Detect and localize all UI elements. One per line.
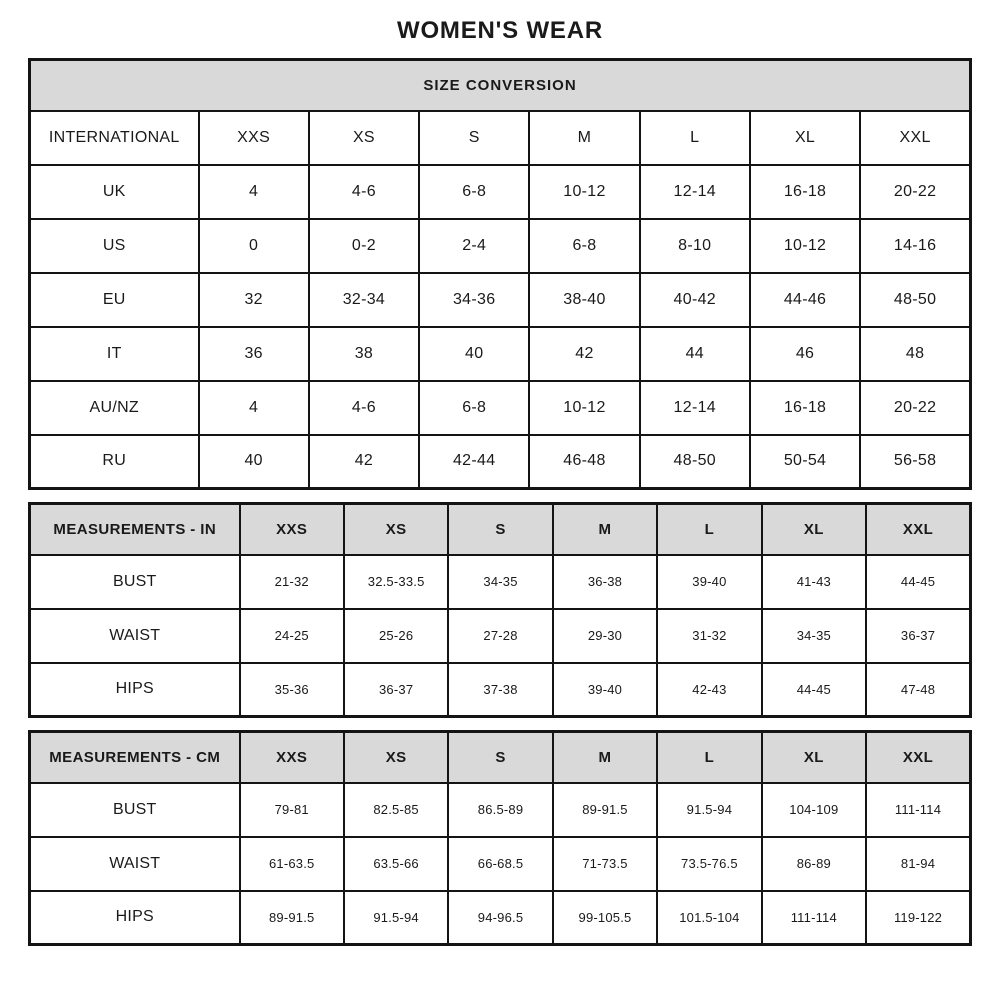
measurements-in-row-cell: 34-35 — [448, 555, 552, 609]
size-conversion-row-cell: 14-16 — [860, 219, 970, 273]
measurements-cm-row-cell: 91.5-94 — [657, 783, 761, 837]
measurements-cm-header-row-cell: XS — [344, 732, 448, 783]
size-conversion-header-row-cell: XL — [750, 111, 860, 165]
measurements-cm-row-label: HIPS — [30, 891, 240, 945]
size-conversion-title: SIZE CONVERSION — [30, 60, 971, 111]
measurements-in-header-row-cell: XXS — [240, 504, 344, 555]
size-conversion-header-row-cell: M — [529, 111, 639, 165]
size-conversion-row — [30, 435, 971, 489]
measurements-cm-row-label: BUST — [30, 783, 240, 837]
size-conversion-row-cell: 48-50 — [860, 273, 970, 327]
measurements-cm-row-cell: 79-81 — [240, 783, 344, 837]
size-conversion-row-cell: 16-18 — [750, 381, 860, 435]
size-conversion-row-cell: 4 — [199, 381, 309, 435]
measurements-cm-row-cell: 101.5-104 — [657, 891, 761, 945]
measurements-cm-header-row-cell: L — [657, 732, 761, 783]
measurements-in-row-cell: 35-36 — [240, 663, 344, 717]
measurements-in-row — [30, 663, 971, 717]
size-conversion-row-cell: 32-34 — [309, 273, 419, 327]
size-conversion-row — [30, 273, 971, 327]
size-conversion-header-row-cell: XS — [309, 111, 419, 165]
size-conversion-row-cell: 0 — [199, 219, 309, 273]
size-conversion-row-cell: 42-44 — [419, 435, 529, 489]
size-conversion-header-row — [30, 111, 971, 165]
measurements-in-header-row-cell: XXL — [866, 504, 970, 555]
size-conversion-body — [30, 60, 971, 489]
measurements-in-row-cell: 25-26 — [344, 609, 448, 663]
measurements-in-row-cell: 37-38 — [448, 663, 552, 717]
size-conversion-row — [30, 219, 971, 273]
measurements-in-row-cell: 47-48 — [866, 663, 970, 717]
measurements-cm-row-cell: 111-114 — [762, 891, 866, 945]
measurements-cm-header-row-label: MEASUREMENTS - CM — [30, 732, 240, 783]
size-conversion-row-cell: 36 — [199, 327, 309, 381]
measurements-cm-row-cell: 86.5-89 — [448, 783, 552, 837]
measurements-cm-row-cell: 94-96.5 — [448, 891, 552, 945]
size-conversion-row-cell: 6-8 — [529, 219, 639, 273]
size-conversion-table — [28, 58, 972, 490]
size-conversion-row-label: UK — [30, 165, 199, 219]
measurements-in-row-cell: 44-45 — [762, 663, 866, 717]
size-conversion-row-cell: 6-8 — [419, 381, 529, 435]
measurements-in-header-row-cell: M — [553, 504, 657, 555]
measurements-in-header-row-cell: L — [657, 504, 761, 555]
measurements-cm-row-cell: 73.5-76.5 — [657, 837, 761, 891]
measurements-cm-row-cell: 99-105.5 — [553, 891, 657, 945]
size-conversion-row-cell: 56-58 — [860, 435, 970, 489]
measurements-cm-table — [28, 730, 972, 946]
measurements-in-row-cell: 36-38 — [553, 555, 657, 609]
size-conversion-row-cell: 48 — [860, 327, 970, 381]
size-conversion-row-cell: 44-46 — [750, 273, 860, 327]
measurements-in-row-label: BUST — [30, 555, 240, 609]
measurements-cm-row-cell: 89-91.5 — [240, 891, 344, 945]
size-conversion-row-cell: 50-54 — [750, 435, 860, 489]
size-conversion-row-cell: 40-42 — [640, 273, 750, 327]
measurements-in-row-cell: 36-37 — [344, 663, 448, 717]
measurements-cm-header-row-cell: XXS — [240, 732, 344, 783]
measurements-cm-row-cell: 81-94 — [866, 837, 970, 891]
size-conversion-row-cell: 38 — [309, 327, 419, 381]
measurements-cm-header-row-cell: M — [553, 732, 657, 783]
measurements-cm-row-cell: 63.5-66 — [344, 837, 448, 891]
measurements-cm-row-cell: 104-109 — [762, 783, 866, 837]
size-conversion-row — [30, 381, 971, 435]
measurements-in-header-row-cell: XS — [344, 504, 448, 555]
size-conversion-row-cell: 16-18 — [750, 165, 860, 219]
measurements-in-table — [28, 502, 972, 718]
size-conversion-row-cell: 10-12 — [529, 381, 639, 435]
measurements-in-header-row-label: MEASUREMENTS - IN — [30, 504, 240, 555]
size-conversion-row-label: US — [30, 219, 199, 273]
size-conversion-row-cell: 0-2 — [309, 219, 419, 273]
size-conversion-row-label: AU/NZ — [30, 381, 199, 435]
measurements-cm-row-cell: 119-122 — [866, 891, 970, 945]
size-conversion-row — [30, 165, 971, 219]
measurements-cm-row-cell: 89-91.5 — [553, 783, 657, 837]
measurements-in-row-cell: 31-32 — [657, 609, 761, 663]
size-conversion-row-cell: 20-22 — [860, 381, 970, 435]
measurements-in-row-cell: 41-43 — [762, 555, 866, 609]
measurements-cm-row-cell: 71-73.5 — [553, 837, 657, 891]
size-conversion-header-row-label: INTERNATIONAL — [30, 111, 199, 165]
size-conversion-row-cell: 42 — [309, 435, 419, 489]
size-conversion-row-label: EU — [30, 273, 199, 327]
measurements-in-row-cell: 36-37 — [866, 609, 970, 663]
size-conversion-row — [30, 327, 971, 381]
measurements-in-row-cell: 44-45 — [866, 555, 970, 609]
measurements-cm-header-row — [30, 732, 971, 783]
size-conversion-header-row-cell: L — [640, 111, 750, 165]
size-conversion-row-cell: 12-14 — [640, 165, 750, 219]
size-conversion-header-row-cell: S — [419, 111, 529, 165]
measurements-cm-row-cell: 86-89 — [762, 837, 866, 891]
size-conversion-row-cell: 44 — [640, 327, 750, 381]
measurements-in-row-cell: 39-40 — [553, 663, 657, 717]
measurements-in-header-row-cell: S — [448, 504, 552, 555]
measurements-in-row-cell: 27-28 — [448, 609, 552, 663]
size-conversion-row-cell: 20-22 — [860, 165, 970, 219]
measurements-in-row-cell: 29-30 — [553, 609, 657, 663]
size-conversion-row-label: RU — [30, 435, 199, 489]
measurements-cm-row-cell: 91.5-94 — [344, 891, 448, 945]
size-conversion-row-cell: 10-12 — [750, 219, 860, 273]
size-conversion-row-cell: 4-6 — [309, 381, 419, 435]
size-conversion-row-cell: 10-12 — [529, 165, 639, 219]
size-conversion-row-cell: 46-48 — [529, 435, 639, 489]
measurements-cm-row — [30, 783, 971, 837]
measurements-in-row-cell: 21-32 — [240, 555, 344, 609]
size-conversion-row-cell: 34-36 — [419, 273, 529, 327]
measurements-in-row-cell: 34-35 — [762, 609, 866, 663]
size-conversion-caption-row — [30, 60, 971, 111]
measurements-cm-header-row-cell: XL — [762, 732, 866, 783]
measurements-cm-row-cell: 61-63.5 — [240, 837, 344, 891]
measurements-in-header-row — [30, 504, 971, 555]
size-conversion-row-cell: 4 — [199, 165, 309, 219]
size-conversion-row-cell: 6-8 — [419, 165, 529, 219]
measurements-in-row-cell: 42-43 — [657, 663, 761, 717]
size-conversion-row-cell: 2-4 — [419, 219, 529, 273]
measurements-in-row-label: WAIST — [30, 609, 240, 663]
measurements-cm-row — [30, 837, 971, 891]
size-conversion-row-cell: 4-6 — [309, 165, 419, 219]
measurements-in-body — [30, 504, 971, 717]
measurements-in-row-label: HIPS — [30, 663, 240, 717]
size-conversion-row-cell: 40 — [199, 435, 309, 489]
size-conversion-row-cell: 46 — [750, 327, 860, 381]
size-conversion-header-row-cell: XXS — [199, 111, 309, 165]
measurements-cm-row-cell: 111-114 — [866, 783, 970, 837]
measurements-in-row-cell: 39-40 — [657, 555, 761, 609]
measurements-in-row-cell: 32.5-33.5 — [344, 555, 448, 609]
page-title: WOMEN'S WEAR — [397, 17, 603, 44]
measurements-cm-header-row-cell: XXL — [866, 732, 970, 783]
size-conversion-row-cell: 8-10 — [640, 219, 750, 273]
measurements-in-row — [30, 609, 971, 663]
measurements-cm-row — [30, 891, 971, 945]
size-conversion-header-row-cell: XXL — [860, 111, 970, 165]
size-conversion-row-cell: 32 — [199, 273, 309, 327]
measurements-in-row-cell: 24-25 — [240, 609, 344, 663]
measurements-cm-row-cell: 82.5-85 — [344, 783, 448, 837]
size-conversion-row-cell: 38-40 — [529, 273, 639, 327]
size-conversion-row-cell: 12-14 — [640, 381, 750, 435]
measurements-cm-body — [30, 732, 971, 945]
measurements-cm-row-label: WAIST — [30, 837, 240, 891]
size-conversion-row-cell: 40 — [419, 327, 529, 381]
measurements-in-row — [30, 555, 971, 609]
size-conversion-row-label: IT — [30, 327, 199, 381]
measurements-cm-row-cell: 66-68.5 — [448, 837, 552, 891]
size-conversion-row-cell: 48-50 — [640, 435, 750, 489]
measurements-cm-header-row-cell: S — [448, 732, 552, 783]
measurements-in-header-row-cell: XL — [762, 504, 866, 555]
size-conversion-row-cell: 42 — [529, 327, 639, 381]
